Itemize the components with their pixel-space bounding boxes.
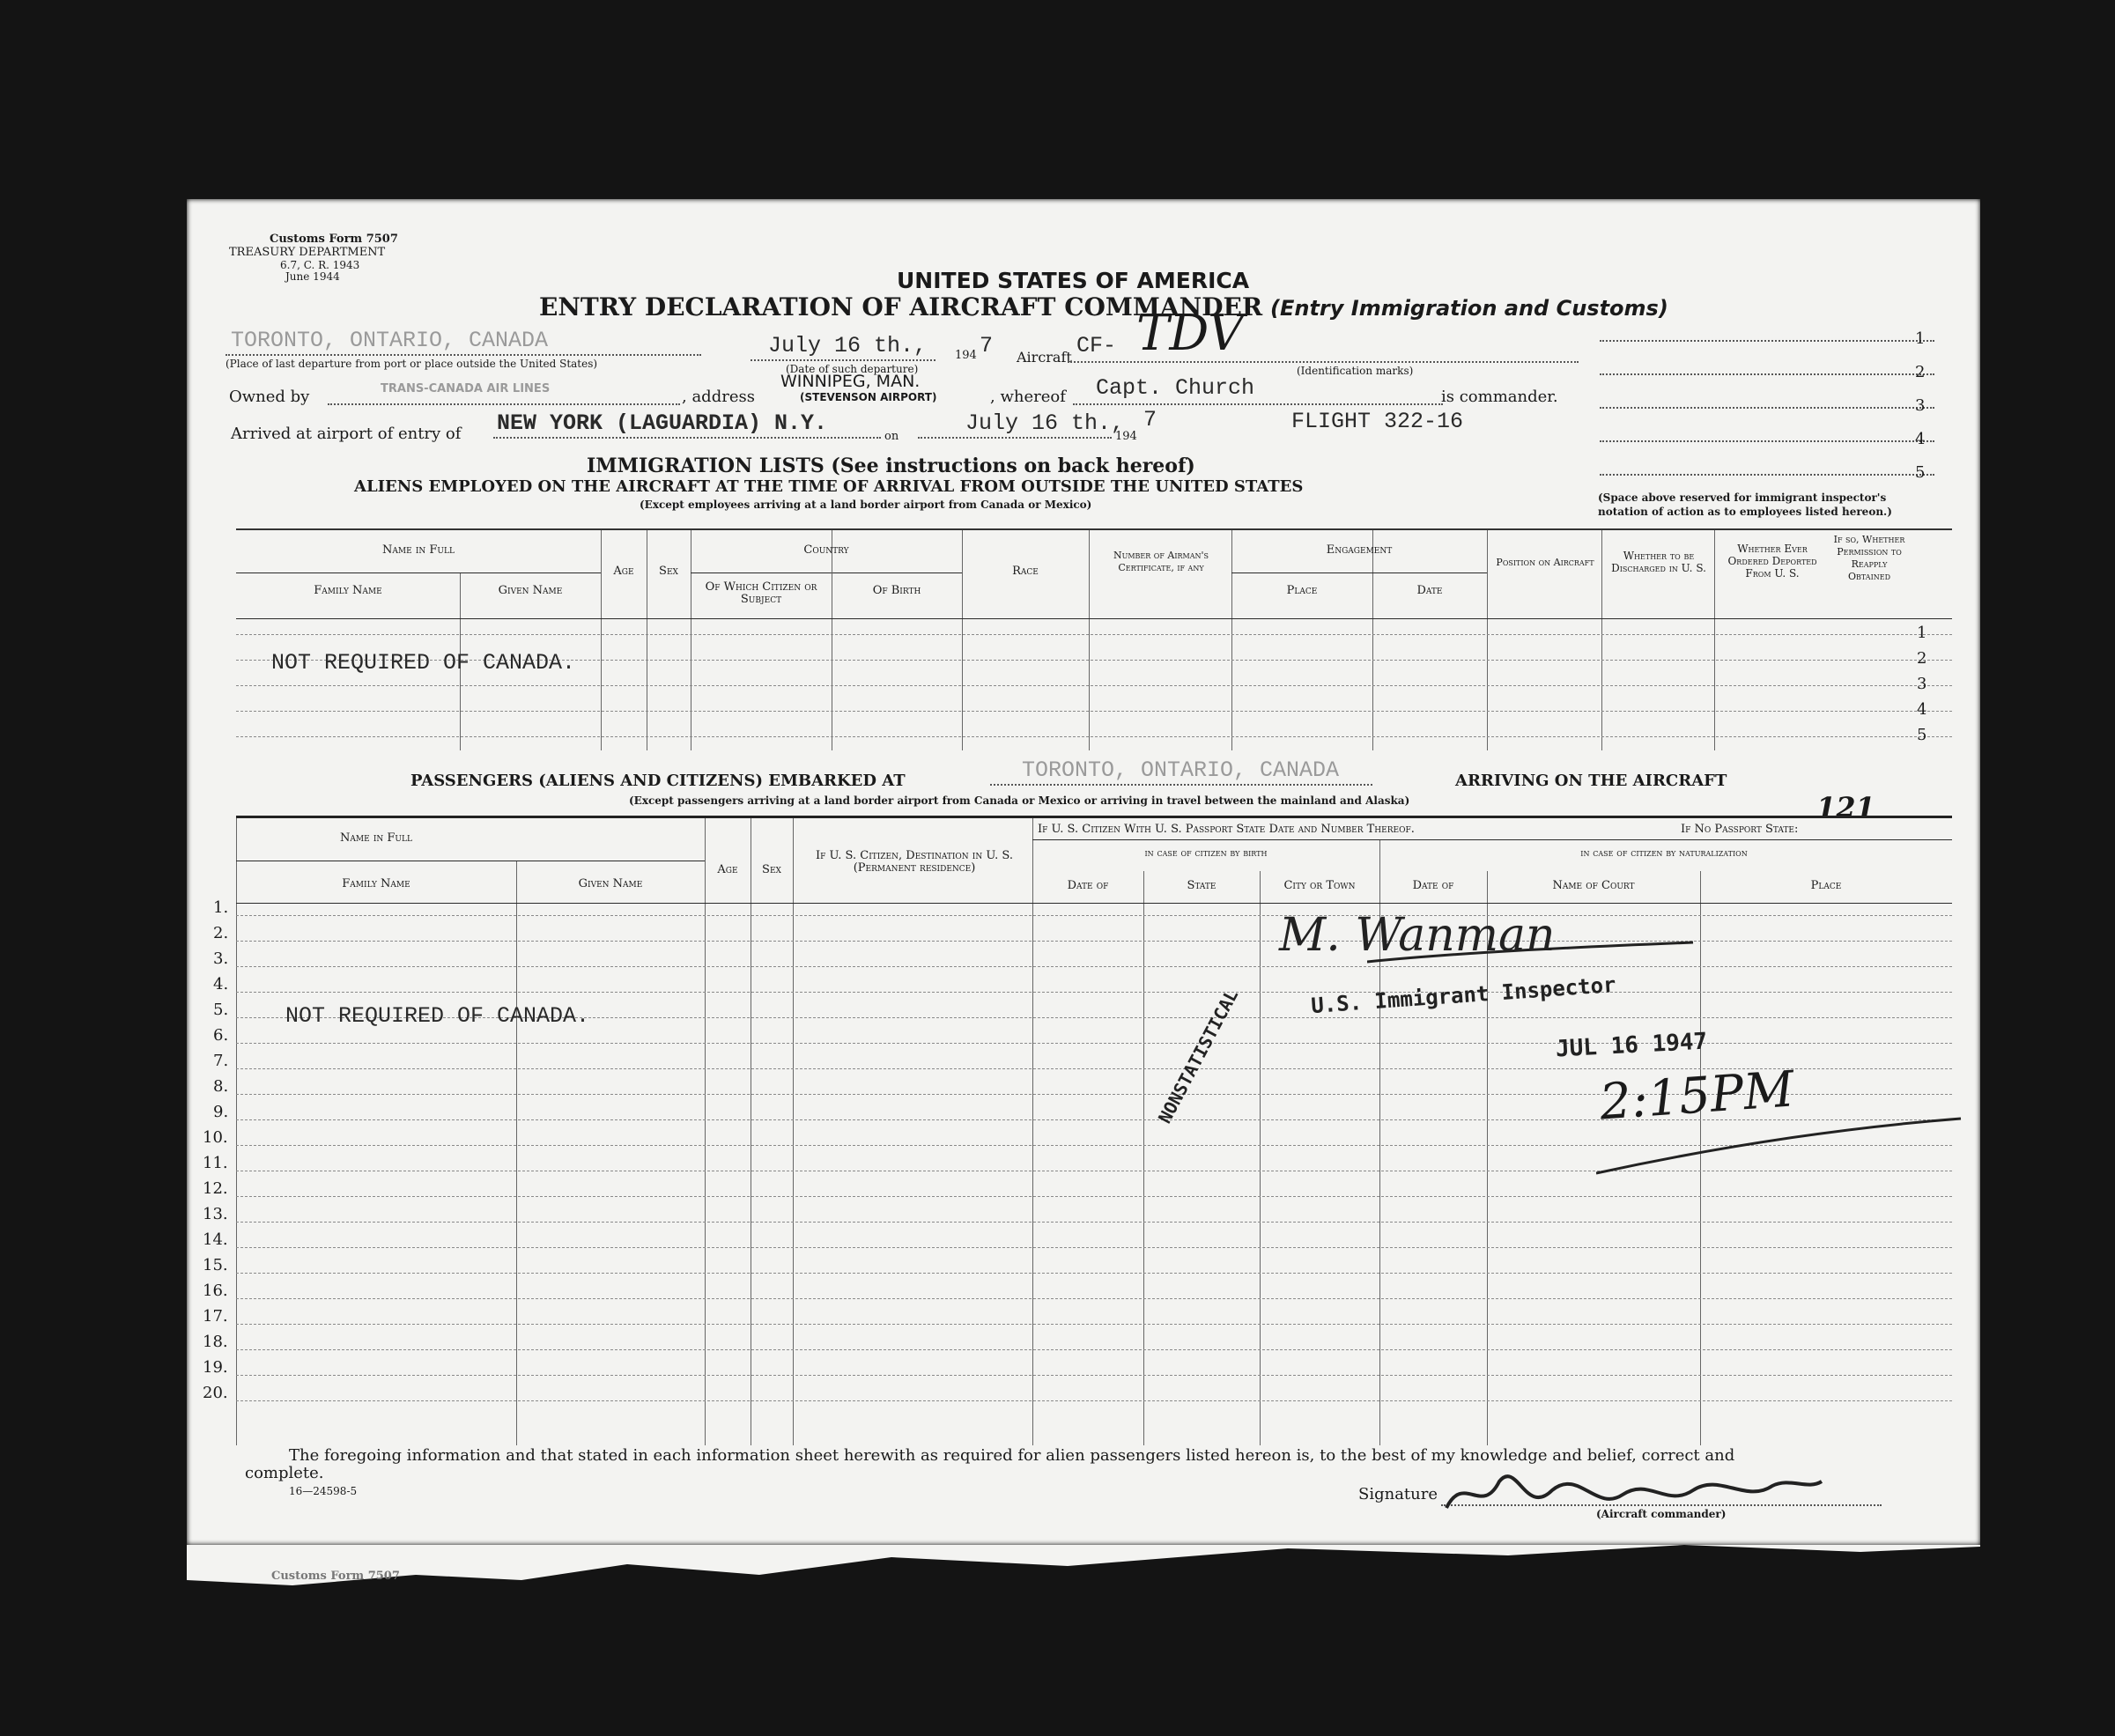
pass-header-court: Name of Court — [1552, 879, 1635, 892]
row-number: 1. — [213, 898, 229, 917]
reserved-line-number: 2 — [1915, 363, 1926, 381]
is-commander-label: is commander. — [1441, 388, 1558, 406]
aliens-entry: NOT REQUIRED OF CANADA. — [271, 650, 576, 676]
time-underline-stroke — [1596, 1115, 1966, 1177]
departure-place: TORONTO, ONTARIO, CANADA — [231, 328, 549, 353]
reserved-line-number: 3 — [1915, 396, 1926, 415]
aliens-header-cert: Number of Airman's Certificate, if any — [1113, 550, 1209, 573]
row-number: 5. — [213, 1001, 229, 1019]
airport: NEW YORK (LAGUARDIA) N.Y. — [497, 410, 828, 436]
owner: TRANS-CANADA AIR LINES — [381, 382, 551, 395]
table-row — [236, 736, 1952, 737]
inspector-title-stamp: U.S. Immigrant Inspector — [1310, 971, 1617, 1019]
immigration-title: IMMIGRATION LISTS (See instructions on back hereof) — [587, 454, 1195, 477]
department: TREASURY DEPARTMENT — [229, 246, 386, 259]
aliens-header-age: Age — [613, 565, 634, 578]
form-number-bottom: Customs Form 7507 — [271, 1570, 400, 1583]
reserved-line-number: 1 — [1915, 329, 1926, 348]
row-number: 8. — [213, 1077, 229, 1096]
hand-number: 121 — [1816, 791, 1875, 824]
aliens-header-citizen: Of Which Citizen or Subject — [705, 580, 817, 606]
pass-header-family: Family Name — [342, 877, 410, 890]
aliens-header-discharged: Whether to be Discharged in U. S. — [1611, 550, 1706, 574]
signature-sublabel: (Aircraft commander) — [1596, 1508, 1727, 1520]
print-code: 16—24598-5 — [289, 1485, 358, 1497]
table-row — [236, 1324, 1952, 1325]
row-number: 12. — [203, 1179, 228, 1198]
aliens-header-birth: Of Birth — [872, 584, 921, 597]
signature-label: Signature — [1358, 1485, 1438, 1503]
immigration-subtitle: ALIENS EMPLOYED ON THE AIRCRAFT AT THE TIME OF ARRIVAL FROM OUTSIDE THE UNITED STATES — [354, 477, 1304, 496]
aliens-rows — [236, 618, 1952, 750]
aliens-header-given: Given Name — [498, 584, 563, 597]
pass-header-state: State — [1187, 879, 1216, 892]
table-row — [236, 992, 1952, 993]
commander-signature — [1438, 1464, 1825, 1525]
commander-name: Capt. Church — [1096, 375, 1255, 401]
aliens-header-deported: Whether Ever Ordered Deported From U. S. — [1727, 543, 1817, 580]
pass-header-sex: Sex — [762, 863, 781, 876]
pass-header-passport: If U. S. Citizen With U. S. Passport State Date and Number Thereof. — [1038, 823, 1415, 836]
inspector-signature-stroke — [1367, 941, 1702, 976]
inspector-signature: M. Wanman — [1279, 909, 1556, 962]
immigration-note: (Except employees arriving at a land border airport from Canada or Mexico) — [640, 499, 1092, 511]
arrival-date: July 16 th., — [965, 410, 1125, 436]
country-title: UNITED STATES OF AMERICA — [897, 268, 1250, 293]
table-row — [236, 1247, 1952, 1248]
year-prefix: 194 — [955, 349, 977, 362]
table-row — [236, 685, 1952, 686]
reserved-line — [1600, 474, 1934, 476]
customs-form-sheet — [187, 199, 1980, 1545]
address-label: , address — [682, 388, 755, 406]
certification-text: The foregoing information and that stated in each information sheet herewith as required for alien passengers listed hereon is, to the best of my knowledge and belief, correct and — [289, 1446, 1735, 1465]
table-row — [236, 634, 1952, 635]
passengers-entry: NOT REQUIRED OF CANADA. — [285, 1003, 590, 1029]
row-number: 17. — [203, 1307, 228, 1326]
reserved-line — [1600, 340, 1934, 342]
reserved-line — [1600, 407, 1934, 409]
row-number: 14. — [203, 1230, 228, 1249]
aliens-table — [236, 528, 1952, 750]
pass-header-age: Age — [717, 863, 738, 876]
row-number: 4. — [213, 975, 229, 994]
pass-header-destination: If U. S. Citizen, Destination in U. S. (Permanent residence) — [816, 849, 1013, 875]
row-number: 20. — [203, 1384, 228, 1402]
row-number: 1 — [1917, 624, 1927, 642]
row-number: 19. — [203, 1358, 228, 1377]
arrival-year-prefix: 194 — [1115, 430, 1137, 443]
form-cr: 6.7, C. R. 1943 — [280, 259, 360, 271]
aliens-header-race: Race — [1012, 565, 1039, 578]
table-row — [236, 1349, 1952, 1350]
aliens-header-permission: If so, Whether Permission to Reapply Obtained — [1833, 534, 1905, 582]
aliens-header-country: Country — [803, 543, 849, 557]
embarked-place: TORONTO, ONTARIO, CANADA — [1022, 757, 1340, 783]
form-title: ENTRY DECLARATION OF AIRCRAFT COMMANDER — [539, 292, 1263, 321]
address-sub: (STEVENSON AIRPORT) — [800, 391, 937, 403]
aircraft-marks-handwritten: TDV — [1136, 305, 1244, 362]
row-number: 2. — [213, 924, 229, 942]
pass-header-by-naturalization: in case of citizen by naturalization — [1580, 846, 1748, 859]
embarked-label: PASSENGERS (ALIENS AND CITIZENS) EMBARKED AT — [410, 772, 906, 790]
table-row — [236, 1298, 1952, 1299]
reserved-line — [1600, 373, 1934, 375]
row-number: 13. — [203, 1205, 228, 1223]
row-number: 11. — [203, 1154, 228, 1172]
on-label: on — [884, 430, 899, 443]
nonstatistical-stamp: NONSTATISTICAL — [1154, 986, 1243, 1127]
arrival-year-digit: 7 — [1143, 407, 1157, 432]
reserved-line — [1600, 440, 1934, 442]
row-number: 5 — [1917, 726, 1927, 744]
row-number: 3 — [1917, 675, 1927, 693]
pass-header-date-of: Date of — [1067, 879, 1109, 892]
departure-date: July 16 th., — [768, 333, 928, 358]
aliens-header-place: Place — [1286, 584, 1318, 597]
torn-paper-edge — [187, 1540, 1980, 1601]
passengers-note: (Except passengers arriving at a land border airport from Canada or Mexico or arriving in travel between the mainland and Alaska) — [629, 794, 1410, 807]
form-date: June 1944 — [285, 270, 340, 283]
table-row — [236, 1273, 1952, 1274]
aircraft-marks: CF- — [1076, 333, 1117, 358]
arriving-label: ARRIVING ON THE AIRCRAFT — [1455, 772, 1727, 790]
table-row — [236, 915, 1952, 916]
ident-label: (Identification marks) — [1297, 365, 1414, 377]
address: WINNIPEG, MAN. — [780, 372, 921, 391]
aliens-header-engagement: Engagement — [1326, 543, 1393, 557]
pass-header-by-birth: in case of citizen by birth — [1144, 846, 1268, 859]
row-number: 9. — [213, 1103, 229, 1121]
aircraft-label: Aircraft — [1017, 349, 1072, 366]
pass-header-place: Place — [1810, 879, 1842, 892]
departure-date-label: (Date of such departure) — [786, 363, 919, 375]
pass-header-name: Name in Full — [340, 831, 412, 845]
row-number: 16. — [203, 1282, 228, 1300]
reserved-line-number: 4 — [1915, 430, 1926, 448]
row-number: 15. — [203, 1256, 228, 1274]
reserved-note-1: (Space above reserved for immigrant inspector's — [1598, 491, 1887, 504]
reserved-note-2: notation of action as to employees listed hereon.) — [1598, 506, 1892, 518]
row-number: 10. — [203, 1128, 228, 1147]
owned-by-label: Owned by — [229, 388, 310, 406]
row-number: 2 — [1917, 649, 1927, 668]
row-number: 3. — [213, 949, 229, 968]
arrival-time-handwritten: 2:15PM — [1598, 1060, 1796, 1132]
aliens-header-sex: Sex — [659, 565, 678, 578]
table-row — [236, 711, 1952, 712]
flight-number: FLIGHT 322-16 — [1291, 409, 1464, 434]
certification-text-2: complete. — [245, 1464, 324, 1482]
form-subtitle: (Entry Immigration and Customs) — [1270, 296, 1668, 321]
year-digit: 7 — [980, 333, 994, 358]
table-row — [236, 1375, 1952, 1376]
table-row — [236, 1222, 1952, 1223]
pass-header-given: Given Name — [578, 877, 643, 890]
row-number: 7. — [213, 1052, 229, 1070]
pass-header-no-passport: If No Passport State: — [1681, 823, 1799, 836]
aliens-header-name: Name in Full — [382, 543, 455, 557]
whereof-label: , whereof — [990, 388, 1066, 406]
arrived-label: Arrived at airport of entry of — [231, 425, 462, 443]
form-number: Customs Form 7507 — [270, 233, 398, 246]
row-number: 4 — [1917, 700, 1927, 719]
pass-header-date-of-2: Date of — [1412, 879, 1454, 892]
reserved-line-number: 5 — [1915, 463, 1926, 482]
departure-place-label: (Place of last departure from port or place outside the United States) — [226, 358, 598, 370]
aliens-header-date: Date — [1416, 584, 1443, 597]
row-number: 18. — [203, 1333, 228, 1351]
date-stamp: JUL 16 1947 — [1555, 1028, 1708, 1063]
table-row — [236, 1196, 1952, 1197]
aliens-header-position: Position on Aircraft — [1496, 557, 1594, 568]
pass-header-city: City or Town — [1283, 879, 1356, 892]
aliens-header-family: Family Name — [314, 584, 382, 597]
table-row — [236, 1400, 1952, 1401]
row-number: 6. — [213, 1026, 229, 1045]
